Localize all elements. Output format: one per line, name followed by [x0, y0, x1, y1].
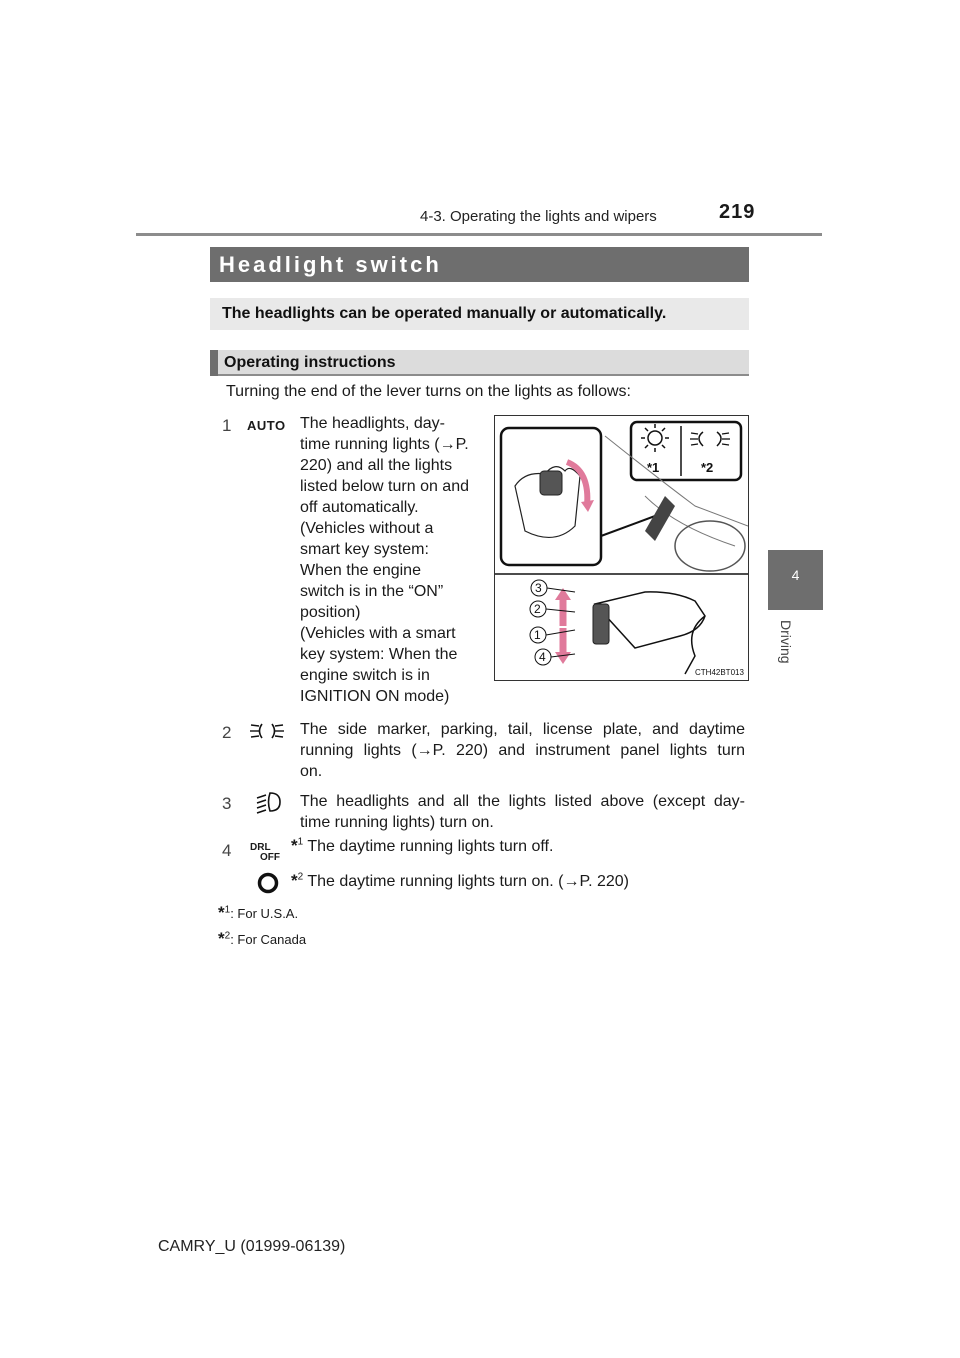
- callout-4: 4: [539, 650, 546, 664]
- drl-on-icon: [257, 872, 279, 894]
- star-1-label: *1: [647, 460, 660, 475]
- subheading-marker: [210, 350, 218, 376]
- chapter-number: 4: [791, 567, 800, 583]
- lead-text: The headlights can be operated manually or automatically.: [222, 305, 667, 322]
- page-title: Headlight switch: [219, 252, 442, 277]
- item-number: 3: [222, 794, 232, 813]
- item-2-text: The side marker, parking, tail, license plate, and daytime running lights (→P. 220) and instrument panel lights turn on.: [300, 721, 745, 780]
- item-number: 1: [222, 416, 232, 435]
- star-2-label: *2: [701, 460, 714, 475]
- item-1-text: The headlights, day- time running lights (→P. 220) and all the lights listed below turn on and off automatically. (Vehicles without a smart key system: When the engine switch is in the “ON” position) (Vehicles with a smart key system: When the engine switch is in IGNITION ON mode): [300, 415, 469, 705]
- drl-off-icon: DRL OFF: [250, 842, 280, 863]
- item-3-text: The headlights and all the lights listed above (except day- time running lights) turn on.: [300, 793, 745, 831]
- footnote-1: *$^1$: For U.S.A.: [218, 903, 299, 922]
- callout-1: 1: [534, 628, 541, 642]
- auto-icon: AUTO: [247, 418, 286, 433]
- callout-3: 3: [535, 581, 542, 595]
- footnote-2: *$^2$: For Canada: [218, 929, 307, 948]
- headlight-lever-diagram: [494, 415, 749, 681]
- drl-note-2: *$^2$ The daytime running lights turn on. (→P. 220): [291, 871, 629, 890]
- item-number: 4: [222, 841, 232, 860]
- page-number: 219: [719, 201, 756, 223]
- diagram-code: CTH42BT013: [695, 668, 744, 677]
- document-footer: CAMRY_U (01999-06139): [158, 1238, 346, 1255]
- lever-illustration: [495, 416, 748, 680]
- headlight-low-beam-icon: [254, 789, 282, 815]
- intro-text: Turning the end of the lever turns on the lights as follows:: [226, 383, 631, 400]
- header-rule: [136, 233, 822, 236]
- subheading: Operating instructions: [224, 354, 396, 371]
- drl-note-1: *$^1$ The daytime running lights turn off.: [291, 836, 554, 855]
- parking-lights-icon: [249, 720, 285, 742]
- section-title: 4-3. Operating the lights and wipers: [420, 208, 657, 225]
- callout-2: 2: [534, 602, 541, 616]
- chapter-label: Driving: [778, 620, 794, 664]
- item-number: 2: [222, 723, 232, 742]
